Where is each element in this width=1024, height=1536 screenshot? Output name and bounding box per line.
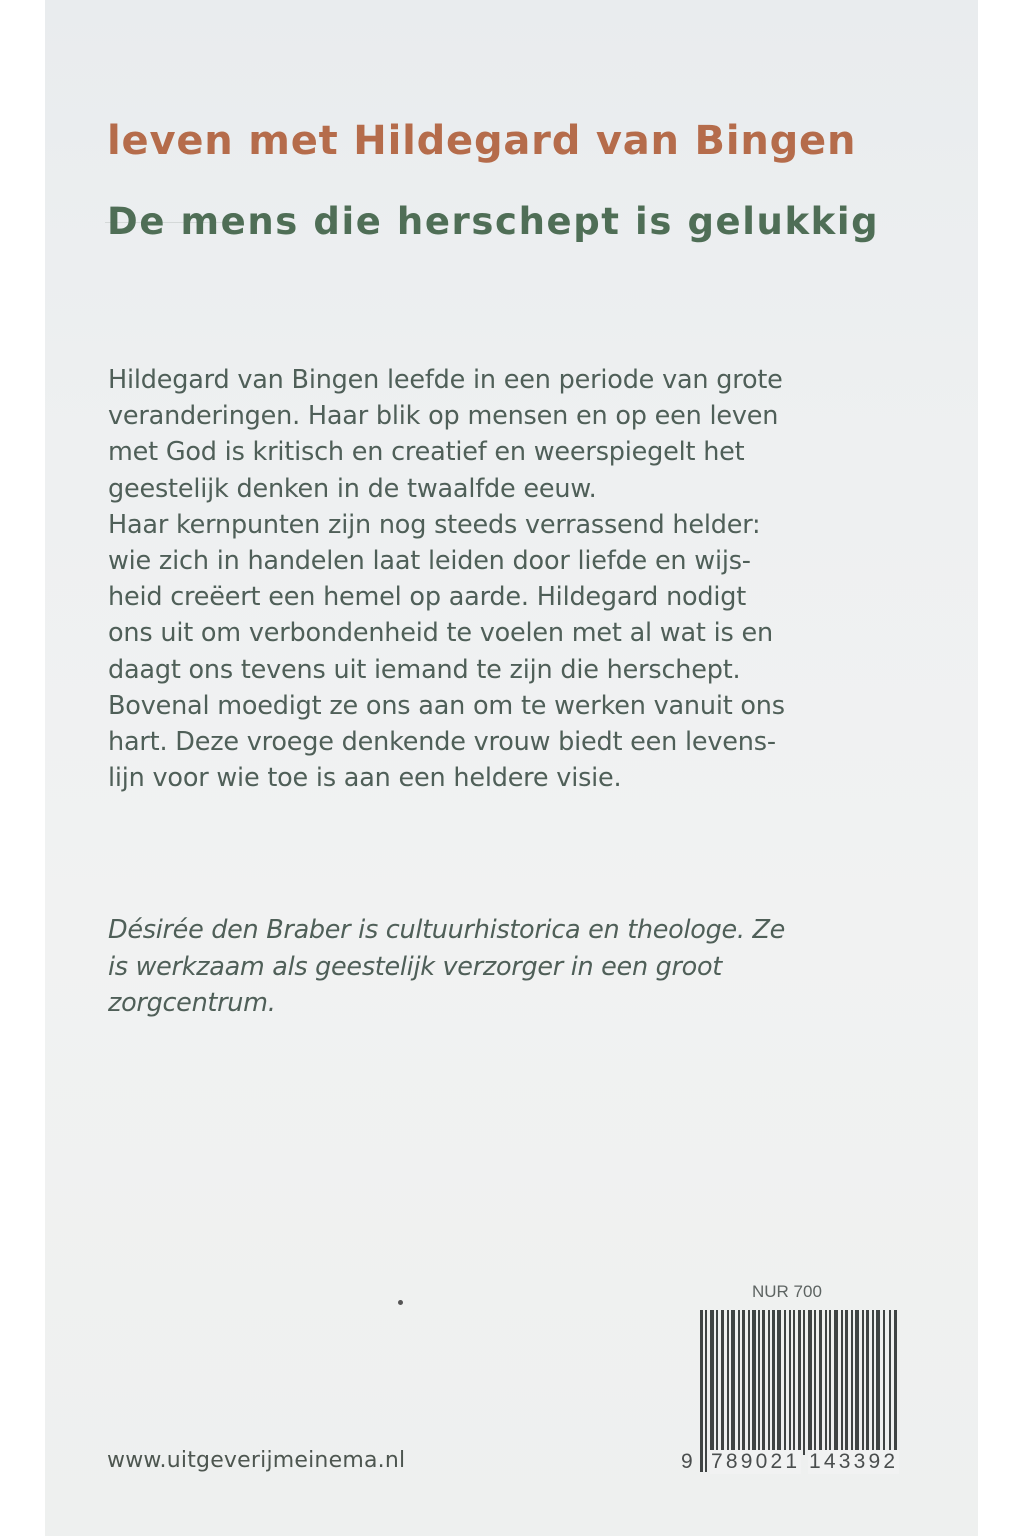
nur-code: NUR 700 — [752, 1282, 822, 1301]
blurb-line: lijn voor wie toe is aan een heldere visie. — [108, 763, 622, 794]
book-subtitle: De mens die herschept is gelukkig — [107, 200, 880, 243]
barcode-icon — [700, 1310, 898, 1472]
author-bio-line: Désirée den Braber is cultuurhistorica en theologe. Ze — [108, 915, 786, 945]
author-bio-line: is werkzaam als geestelijk verzorger in een groot — [108, 951, 722, 982]
publisher-website[interactable]: www.uitgeverijmeinema.nl — [107, 1448, 406, 1473]
blurb-line: geestelijk denken in de twaalfde eeuw. — [108, 473, 597, 504]
print-speck — [398, 1300, 403, 1305]
author-bio — [108, 912, 785, 1022]
blurb-text — [108, 362, 785, 796]
blurb-line: Haar kernpunten zijn nog steeds verrassend helder: — [108, 509, 761, 540]
blurb-line: daagt ons tevens uit iemand te zijn die herschept. — [108, 654, 741, 685]
blurb-line: Hildegard van Bingen leefde in een periode van grote — [108, 365, 783, 395]
blurb-line: veranderingen. Haar blik op mensen en op een leven — [108, 401, 779, 432]
isbn-left-group: 789021 — [711, 1450, 801, 1473]
blurb-line: ons uit om verbondenheid te voelen met al wat is en — [108, 618, 773, 649]
series-title: leven met Hildegard van Bingen — [107, 118, 857, 164]
blurb-line: wie zich in handelen laat leiden door liefde en wijs- — [108, 546, 751, 577]
blurb-line: met God is kritisch en creatief en weerspiegelt het — [108, 437, 745, 468]
blurb-line: hart. Deze vroege denkende vrouw biedt een levens- — [108, 727, 776, 758]
blurb-line: Bovenal moedigt ze ons aan om te werken vanuit ons — [108, 690, 785, 721]
isbn-first-digit: 9 — [681, 1450, 696, 1473]
blurb-line: heid creëert een hemel op aarde. Hildegard nodigt — [108, 582, 747, 613]
isbn-right-group: 143392 — [809, 1450, 899, 1473]
author-bio-line: zorgcentrum. — [108, 988, 276, 1018]
